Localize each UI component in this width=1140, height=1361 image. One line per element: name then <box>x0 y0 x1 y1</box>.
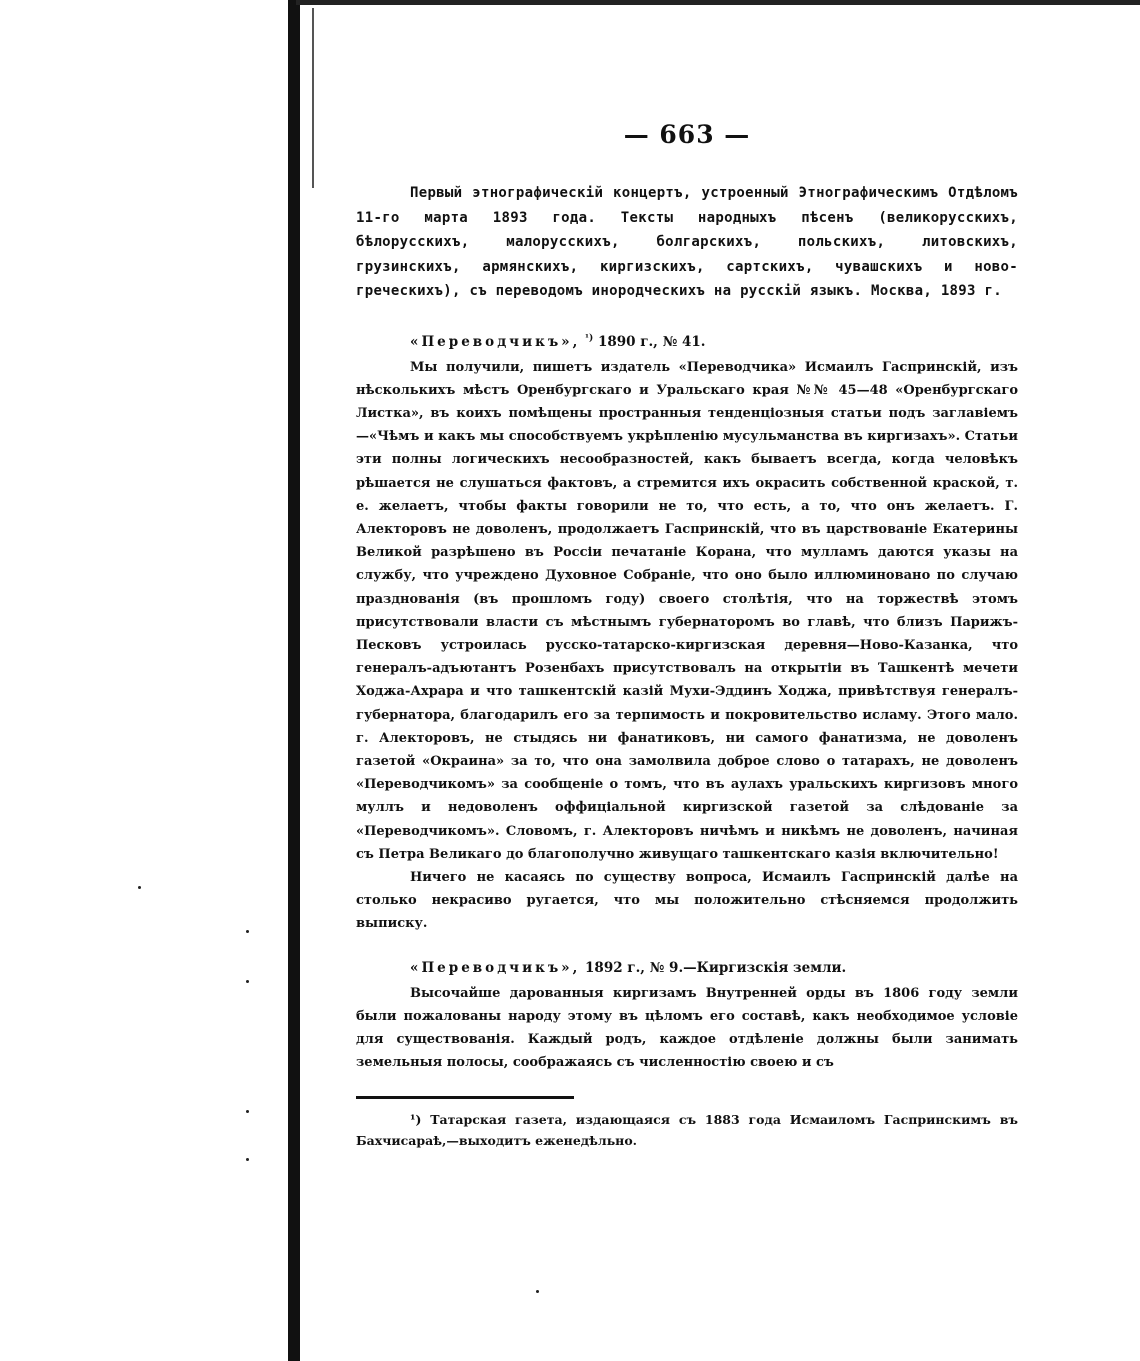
source-name: «Переводчикъ», <box>410 333 581 350</box>
top-page-edge <box>296 0 1140 5</box>
binding-edge <box>312 8 314 188</box>
body-paragraph: Ничего не касаясь по существу вопроса, Исмаилъ Гаспринскій далѣе на столько некрасиво ругается, что мы положительно стѣсняемся продолжить выписку. <box>356 869 1018 932</box>
scan-speck <box>536 1290 539 1293</box>
section-heading-perevodchik-1892 <box>356 956 1018 980</box>
body-paragraph: Высочайше дарованныя киргизамъ Внутренней орды въ 1806 году земли были пожалованы народу этому въ цѣломъ его составѣ, какъ необходимое условіе для существованія. Каждый родъ, каждое отдѣленіе должны были занимать земельныя полосы, соображаясь съ численностію своею и съ <box>356 985 1018 1071</box>
binding-shadow <box>288 0 300 1361</box>
scan-speck <box>246 930 249 933</box>
footnote-divider <box>356 1096 574 1099</box>
section-spacer <box>356 936 1018 956</box>
footnote <box>356 1109 1018 1151</box>
footnote-mark: ¹) <box>410 1112 422 1128</box>
source-citation: 1892 г., № 9.—Киргизскія земли. <box>585 959 847 976</box>
footnote-reference: ¹) <box>585 333 594 343</box>
page-content <box>356 120 1018 1151</box>
scan-speck <box>246 1158 249 1161</box>
bibliographic-title-entry: Первый этнографическій концертъ, устроенный Этнографическимъ Отдѣломъ 11-го марта 1893 года. Тексты народныхъ пѣсенъ (великорусскихъ, бѣлорусскихъ, малорусскихъ, болгарскихъ, польскихъ, литовскихъ, грузинскихъ, армянскихъ, киргизскихъ, сартскихъ, чувашскихъ и ново-греческихъ), съ переводомъ инородческихъ на русскій языкъ. Москва, 1893 г. <box>356 185 1018 299</box>
source-name: «Переводчикъ», <box>410 959 581 976</box>
source-citation: 1890 г., № 41. <box>597 333 706 350</box>
footnote-text: Татарская газета, издающаяся съ 1883 года Исмаиломъ Гаспринскимъ въ Бахчисараѣ,—выходитъ еженедѣльно. <box>356 1112 1019 1149</box>
page-number: — 663 — <box>623 120 751 149</box>
scan-speck <box>246 1110 249 1113</box>
scan-speck <box>246 980 249 983</box>
scan-speck <box>138 886 141 889</box>
section-heading-perevodchik-1890 <box>356 330 1018 354</box>
body-paragraph: Мы получили, пишетъ издатель «Переводчика» Исмаилъ Гаспринскій, изъ нѣсколькихъ мѣстъ Оренбургскаго и Уральскаго края №№ 45—48 «Оренбургскаго Листка», въ коихъ помѣщены пространныя тенденціозныя статьи подъ заглавіемъ—«Чѣмъ и какъ мы способствуемъ укрѣпленію мусульманства въ киргизахъ». Статьи эти полны логическихъ несообразностей, какъ бываетъ всегда, когда человѣкъ рѣшается не слушаться фактовъ, а стремится ихъ окрасить собственной краской, т. е. желаетъ, чтобы факты говорили не то, что есть, а то, что онъ желаетъ. Г. Алекторовъ не доволенъ, продолжаетъ Гаспринскій, что въ царствованіе Екатерины Великой разрѣшено въ Россіи печатаніе Корана, что мулламъ даются указы на службу, что учреждено Духовное Собраніе, что оно было иллюминовано по случаю празднованія (въ прошломъ году) своего столѣтія, что на торжествѣ этомъ присутствовали власти съ мѣстнымъ губернаторомъ во главѣ, что близъ Парижъ-Песковъ устроилась русско-татарско-киргизская деревня—Ново-Казанка, что генералъ-адъютантъ Розенбахъ присутствовалъ на открытіи въ Ташкентѣ мечети Ходжа-Ахрара и что ташкентскій казій Мухи-Эддинъ Ходжа, привѣтствуя генералъ-губернатора, благодарилъ его за терпимость и покровительство исламу. Этого мало. г. Алекторовъ, не стыдясь ни фанатиковъ, ни самого фанатизма, не доволенъ газетой «Окраина» за то, что она замолвила доброе слово о татарахъ, не доволенъ «Переводчикомъ» за сообщеніе о томъ, что въ аулахъ уральскихъ киргизовъ много муллъ и недоволенъ оффиціальной киргизской газетой за слѣдованіе за «Переводчикомъ». Словомъ, г. Алекторовъ ничѣмъ и никѣмъ не доволенъ, начиная съ Петра Великаго до благополучно живущаго ташкентскаго казія включительно! <box>356 359 1018 862</box>
